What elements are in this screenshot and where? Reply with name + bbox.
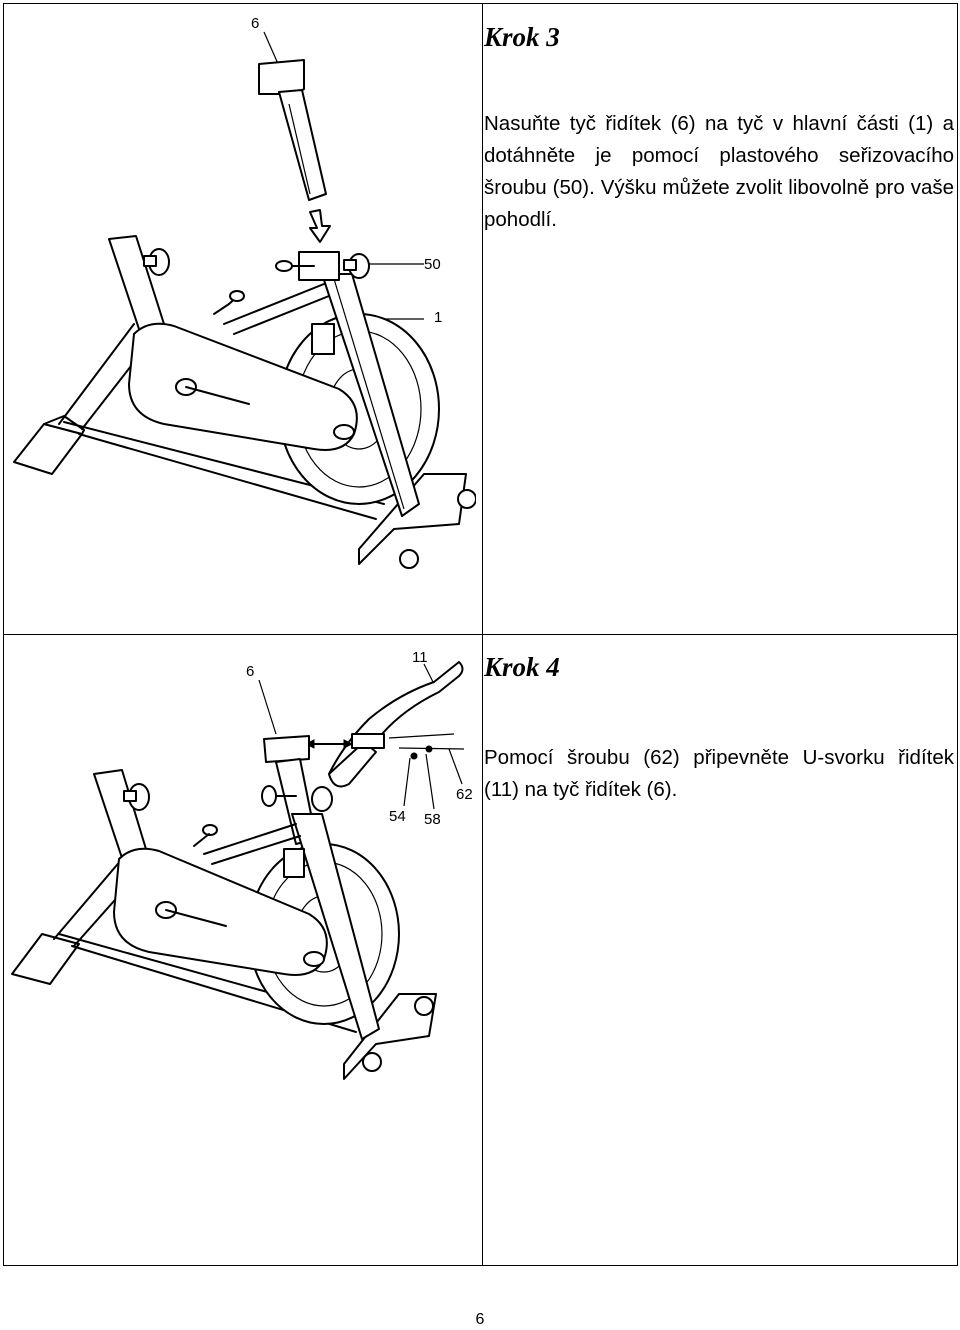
step-4-text: Pomocí šroubu (62) připevněte U-svorku řidítek (11) na tyč řidítek (6). [484,746,954,801]
callout-58: 58 [424,811,441,828]
callout-6: 6 [246,663,255,680]
callout-11: 11 [412,649,428,666]
callout-1: 1 [434,309,443,326]
column-divider [482,4,483,1265]
step-4-title: Krok 4 [484,652,560,682]
page-number: 6 [475,1311,485,1328]
step-3-illustration [4,4,476,629]
step-4-illustration [4,634,476,1134]
callout-62: 62 [456,786,473,803]
callout-50: 50 [424,256,441,273]
step-3-text: Nasuňte tyč řidítek (6) na tyč v hlavní části (1) a dotáhněte je pomocí plastového seřizovacího šroubu (50). Výšku můžete zvolit libovolně pro vaše pohodlí. [484,112,954,231]
callout-6: 6 [251,15,260,32]
callout-54: 54 [389,808,406,825]
step-3-title: Krok 3 [484,22,560,52]
